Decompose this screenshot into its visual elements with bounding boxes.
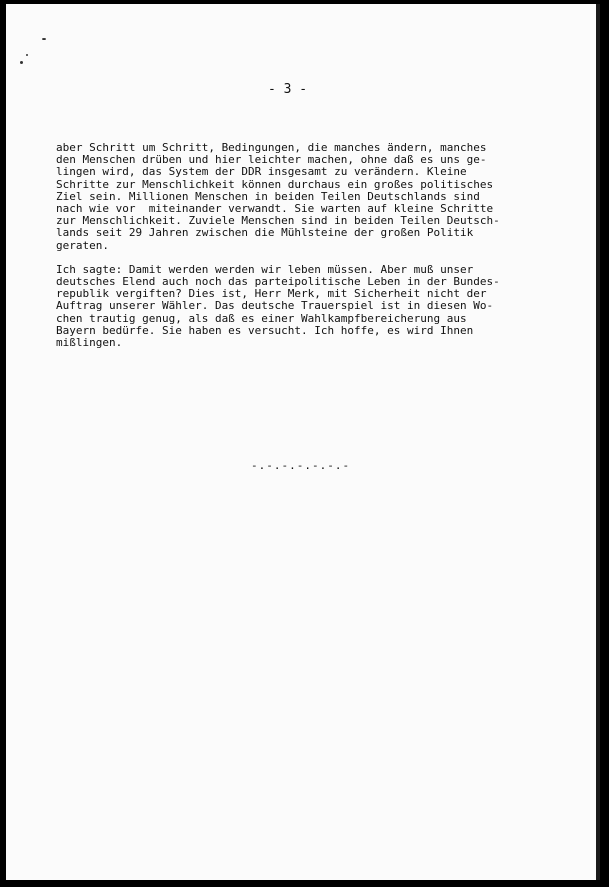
body-text [56,142,546,361]
page-number: - 3 - [268,82,308,97]
text-line: lands seit 29 Jahren zwischen die Mühlsteine der großen Politik [56,226,474,240]
scan-speck [42,38,46,40]
paragraph-2 [56,264,546,349]
document-page [6,4,600,880]
text-line: Ziel sein. Millionen Menschen in beiden Teilen Deutschlands sind [56,189,480,203]
text-line: aber Schritt um Schritt, Bedingungen, die manches ändern, manches [56,141,487,154]
text-line: Bayern bedürfe. Sie haben es versucht. Ich hoffe, es wird Ihnen [56,323,474,337]
text-line: zur Menschlichkeit. Zuviele Menschen sind in beiden Teilen Deutsch- [56,214,500,228]
text-line: Auftrag unserer Wähler. Das deutsche Trauerspiel ist in diesen Wo- [56,299,494,313]
text-line: mißlingen. [56,336,123,350]
scan-speck [26,54,28,56]
text-line: den Menschen drüben und hier leichter machen, ohne daß es uns ge- [56,153,487,167]
text-line: deutsches Elend auch noch das parteipolitische Leben in der Bundes- [56,275,500,289]
paragraph-1 [56,142,546,252]
text-line: Schritte zur Menschlichkeit können durchaus ein großes politisches [56,177,494,191]
scan-speck [20,61,23,64]
text-line: lingen wird, das System der DDR insgesamt zu verändern. Kleine [56,165,467,179]
text-line: republik vergiften? Dies ist, Herr Merk, mit Sicherheit nicht der [56,287,487,301]
text-line: geraten. [56,238,109,252]
text-line: nach wie vor miteinander verwandt. Sie warten auf kleine Schritte [56,202,494,216]
text-line: Ich sagte: Damit werden werden wir leben müssen. Aber muß unser [56,262,474,276]
scan-edge [596,4,600,880]
text-line: chen trautig genug, als daß es einer Wahlkampfbereicherung aus [56,311,467,325]
section-separator: -.-.-.-.-.-.- [251,459,351,472]
